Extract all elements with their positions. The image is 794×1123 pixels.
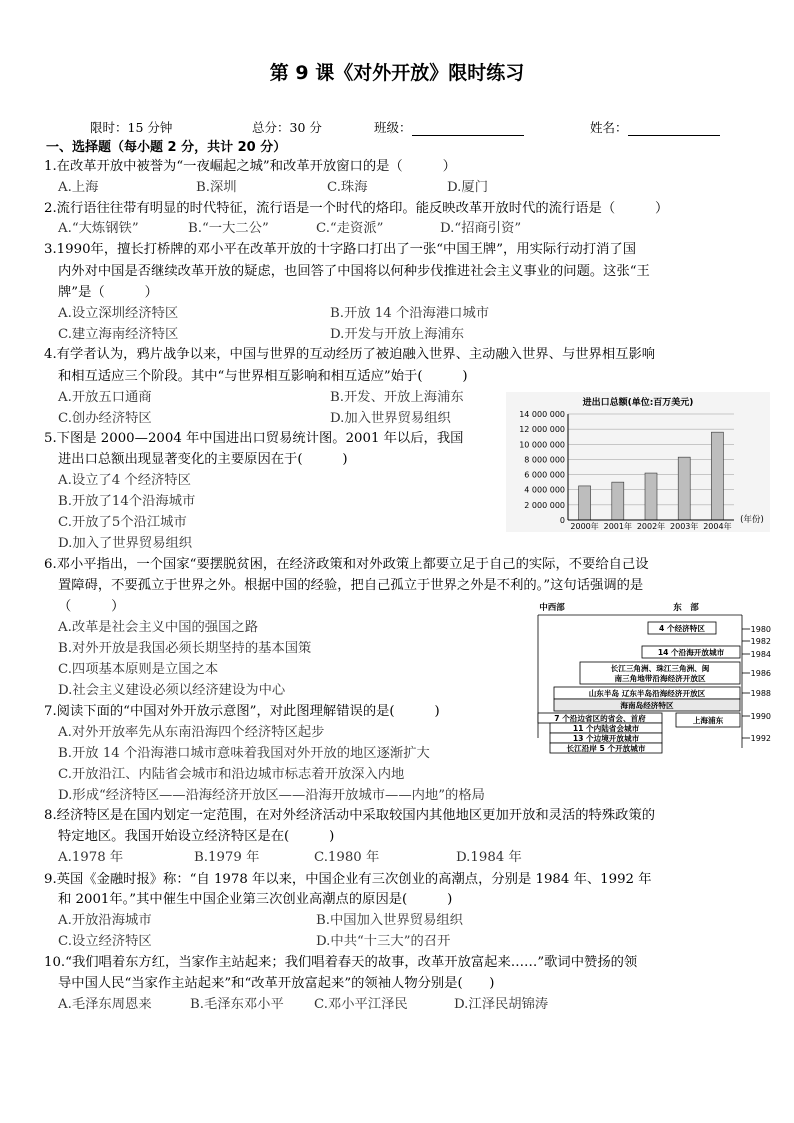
question-line: 1.在改革开放中被誉为“一夜崛起之城”和改革开放窗口的是（ ） (44, 159, 456, 174)
x-tick-label: 2003年 (670, 522, 699, 531)
choice[interactable]: D.开发与开放上海浦东 (330, 327, 465, 342)
choice[interactable]: A.上海 (58, 180, 99, 195)
name-label: 姓名： (590, 120, 628, 135)
diagram-box: 海南岛经济特区 (620, 701, 674, 710)
page-title: 第 9 课《对外开放》限时练习 (269, 62, 525, 84)
choice[interactable]: B.深圳 (196, 180, 237, 195)
question-line: 8.经济特区是在国内划定一定范围，在对外经济活动中采取较国内其他地区更加开放和灵活的特殊政策的 (44, 808, 656, 823)
diagram-box: 南三角地带沿海经济开放区 (614, 674, 706, 683)
question-line: 9.英国《金融时报》称：“自 1978 年以来，中国企业有三次创业的高潮点，分别是 1984 年、1992 年 (44, 872, 652, 887)
section-heading: 一、选择题（每小题 2 分，共计 20 分） (46, 140, 287, 155)
question-line: 导中国人民“当家作主站起来”和“改革开放富起来”的领袖人物分别是( ) (58, 976, 495, 991)
year-label: 1980 (750, 625, 771, 634)
choice[interactable]: B.“一大二公” (188, 221, 269, 236)
choice[interactable]: B.对外开放是我国必须长期坚持的基本国策 (58, 641, 312, 656)
x-tick-label: 2004年 (703, 522, 732, 531)
choice[interactable]: A.毛泽东周恩来 (58, 997, 152, 1012)
y-tick-label: 12 000 000 (519, 425, 565, 435)
choice[interactable]: D.形成“经济特区——沿海经济开放区——沿海开放城市——内地”的格局 (58, 788, 485, 803)
choice[interactable]: D.加入世界贸易组织 (330, 411, 451, 426)
choice[interactable]: A.设立了4 个经济特区 (58, 473, 191, 488)
diagram-box: 11 个内陆省会城市 (572, 724, 640, 733)
diagram-box: 山东半岛 辽东半岛沿海经济开放区 (588, 689, 706, 698)
choice[interactable]: A.设立深圳经济特区 (58, 306, 179, 321)
year-label: 1982 (750, 637, 771, 646)
diagram-right-header: 东 部 (673, 603, 699, 613)
choice[interactable]: D.厦门 (447, 180, 489, 195)
diagram-box: 13 个边境开放城市 (572, 734, 640, 743)
diagram-box: 14 个沿海开放城市 (657, 648, 725, 657)
choice[interactable]: A.开放五口通商 (58, 390, 152, 405)
choice[interactable]: B.开发、开放上海浦东 (330, 390, 464, 405)
question-line: 和相互适应三个阶段。其中“与世界相互影响和相互适应”始于( ) (58, 369, 468, 384)
choice[interactable]: C.“走资派” (316, 221, 384, 236)
choice[interactable]: A.开放沿海城市 (58, 913, 152, 928)
year-label: 1992 (750, 734, 771, 743)
choice[interactable]: C.建立海南经济特区 (58, 327, 179, 342)
name-field[interactable] (590, 118, 720, 136)
question-line: 7.阅读下面的“中国对外开放示意图”，对此图理解错误的是( ) (44, 704, 440, 719)
opening-up-diagram (530, 600, 772, 760)
choice[interactable]: B.毛泽东邓小平 (190, 997, 284, 1012)
diagram-box: 长江沿岸 5 个开放城市 (566, 744, 646, 753)
class-label: 班级： (374, 120, 412, 135)
question-line: 2.流行语往往带有明显的时代特征，流行语是一个时代的烙印。能反映改革开放时代的流行语是（ ） (44, 201, 669, 216)
choice[interactable]: C.珠海 (327, 180, 368, 195)
chart-bar (579, 486, 591, 520)
chart-bar (645, 473, 657, 520)
year-label: 1990 (750, 712, 771, 721)
choice[interactable]: B.开放 14 个沿海港口城市意味着我国对外开放的地区逐渐扩大 (58, 746, 430, 761)
x-tick-label: 2000年 (570, 522, 599, 531)
question-line: 和 2001年。”其中催生中国企业第三次创业高潮点的原因是( ) (58, 892, 453, 907)
year-label: 1984 (750, 650, 771, 659)
choice[interactable]: D.1984 年 (456, 850, 522, 865)
choice[interactable]: D.加入了世界贸易组织 (58, 536, 193, 551)
question-line: 进出口总额出现显著变化的主要原因在于( ) (58, 452, 348, 467)
choice[interactable]: C.设立经济特区 (58, 934, 152, 949)
y-tick-label: 10 000 000 (519, 440, 565, 450)
y-tick-label: 8 000 000 (524, 455, 565, 465)
choice[interactable]: C.四项基本原则是立国之本 (58, 662, 219, 677)
total-score: 总分：30 分 (252, 120, 322, 135)
y-tick-label: 14 000 000 (519, 410, 565, 419)
choice[interactable]: A.1978 年 (58, 850, 124, 865)
diagram-box: 长江三角洲、珠江三角洲、闽 (610, 664, 710, 673)
chart-title: 进出口总额(单位:百万美元) (582, 398, 694, 408)
x-unit-label: (年份) (740, 515, 764, 525)
choice[interactable]: C.开放沿江、内陆省会城市和沿边城市标志着开放深入内地 (58, 767, 405, 782)
question-line: 牌”是（ ） (58, 285, 158, 300)
choice[interactable]: D.江泽民胡锦涛 (454, 997, 549, 1012)
choice[interactable]: B.开放 14 个沿海港口城市 (330, 306, 490, 321)
time-limit: 限时：15 分钟 (90, 120, 173, 135)
choice[interactable]: D.中共“十三大”的召开 (316, 934, 451, 949)
choice[interactable]: B.1979 年 (194, 850, 260, 865)
trade-bar-chart (506, 392, 770, 532)
diagram-box: 4 个经济特区 (659, 624, 705, 633)
question-line: 内外对中国是否继续改革开放的疑虑，也回答了中国将以何种步伐推进社会主义事业的问题。这张“王 (58, 264, 650, 279)
question-line: 特定地区。我国开始设立经济特区是在( ) (58, 829, 335, 844)
choice[interactable]: D.“招商引资” (440, 221, 522, 236)
question-line: （ ） (58, 599, 125, 614)
choice[interactable]: A.对外开放率先从东南沿海四个经济特区起步 (58, 725, 325, 740)
y-tick-label: 0 (559, 516, 565, 525)
question-line: 5.下图是 2000—2004 年中国进出口贸易统计图。2001 年以后，我国 (44, 431, 464, 446)
diagram-left-header: 中西部 (539, 603, 565, 613)
y-tick-label: 4 000 000 (524, 485, 565, 495)
question-line: 3.1990年，擅长打桥牌的邓小平在改革开放的十字路口打出了一张“中国王牌”，用实际行动打消了国 (44, 242, 636, 257)
choice[interactable]: D.社会主义建设必须以经济建设为中心 (58, 683, 286, 698)
choice[interactable]: C.1980 年 (314, 850, 380, 865)
diagram-box: 7 个沿边省区的省会、首府 (554, 714, 646, 723)
question-line: 4.有学者认为，鸦片战争以来，中国与世界的互动经历了被迫融入世界、主动融入世界、与世界相互影响 (44, 347, 656, 362)
chart-bar (612, 482, 624, 520)
question-line: 6.邓小平指出，一个国家“要摆脱贫困，在经济政策和对外政策上都要立足于自己的实际，不要给自己设 (44, 557, 649, 572)
x-tick-label: 2001年 (603, 522, 632, 531)
y-tick-label: 6 000 000 (524, 470, 565, 480)
question-line: 10.“我们唱着东方红，当家作主站起来；我们唱着春天的故事，改革开放富起来……”歌词中赞扬的领 (44, 955, 638, 970)
choice[interactable]: A.改革是社会主义中国的强国之路 (58, 620, 258, 635)
choice[interactable]: A.“大炼钢铁” (58, 221, 139, 236)
choice[interactable]: B.开放了14个沿海城市 (58, 494, 196, 509)
class-field[interactable] (374, 118, 524, 136)
y-tick-label: 2 000 000 (524, 500, 565, 510)
diagram-box: 上海浦东 (692, 716, 724, 725)
year-label: 1986 (750, 669, 771, 678)
chart-bar (711, 432, 723, 520)
choice[interactable]: B.中国加入世界贸易组织 (316, 913, 463, 928)
year-label: 1988 (750, 689, 771, 698)
x-tick-label: 2002年 (636, 522, 666, 531)
choice[interactable]: C.邓小平江泽民 (314, 997, 408, 1012)
choice[interactable]: C.开放了5个沿江城市 (58, 515, 187, 530)
choice[interactable]: C.创办经济特区 (58, 411, 152, 426)
chart-bar (678, 457, 690, 520)
question-line: 置障碍，不要孤立于世界之外。根据中国的经验，把自己孤立于世界之外是不利的。”这句话强调的是 (58, 578, 644, 593)
